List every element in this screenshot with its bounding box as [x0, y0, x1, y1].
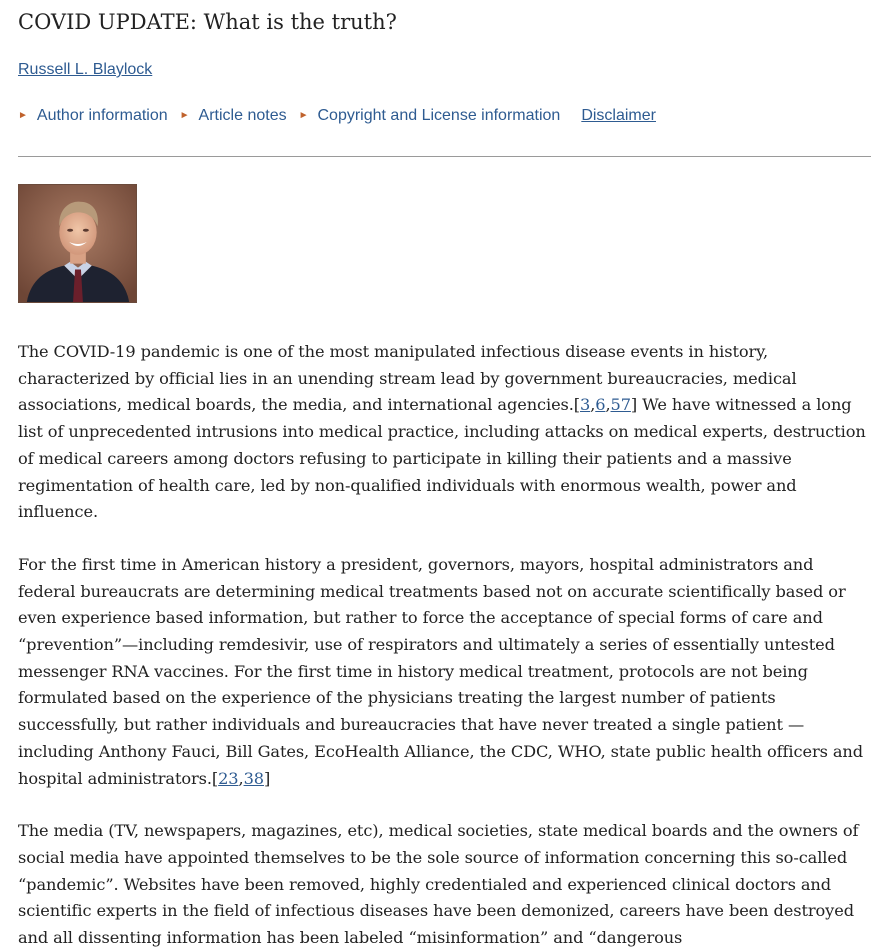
- paragraph-3: The media (TV, newspapers, magazines, etc), medical societies, state medical boards and the owners of social media have appointed themselves to be the sole source of information concerning this so-called “pandemic”. Websites have been removed, highly credentialed and experienced clinical doctors and scientific experts in the field of infectious diseases have been demonized, careers have been destroyed and all dissenting information has been labeled “misinformation” and “dangerous: [18, 821, 859, 948]
- article-title: COVID UPDATE: What is the truth?: [18, 10, 397, 34]
- triangle-right-icon: ►: [298, 110, 309, 121]
- reference-link[interactable]: 57: [610, 395, 631, 415]
- reference-link[interactable]: 6: [595, 395, 606, 415]
- article-meta-bar: [18, 106, 871, 126]
- paragraph-1: The COVID-19 pandemic is one of the most manipulated infectious disease events in history, characterized by official lies in an unending stream lead by government bureaucracies, medical associations, medical boards, the media, and international agencies.[3,6,57] We have witnessed a long list of unprecedented intrusions into medical practice, including attacks on medical experts, destruction of medical careers among doctors refusing to participate in killing their patients and a massive regimentation of health care, led by non-qualified individuals with enormous wealth, power and influence.: [18, 342, 866, 522]
- reference-link[interactable]: 38: [243, 768, 264, 788]
- author-link[interactable]: Russell L. Blaylock: [18, 61, 153, 78]
- disclaimer-link[interactable]: Disclaimer: [581, 107, 656, 124]
- paragraph-2: For the first time in American history a president, governors, mayors, hospital administrators and federal bureaucrats are determining medical treatments based not on accurate scientifically based or even experience based information, but rather to force the acceptance of special forms of care and “prevention”—including remdesivir, use of respirators and ultimately a series of essentially untested messenger RNA vaccines. For the first time in history medical treatment, protocols are not being formulated based on the experience of the physicians treating the largest number of patients successfully, but rather individuals and bureaucracies that have never treated a single patient —including Anthony Fauci, Bill Gates, EcoHealth Alliance, the CDC, WHO, state public health officers and hospital administrators.[23,38]: [18, 554, 863, 788]
- copyright-license-link[interactable]: Copyright and License information: [317, 107, 561, 124]
- header-divider: [18, 156, 871, 157]
- triangle-right-icon: ►: [179, 110, 190, 121]
- author-photo: [18, 184, 137, 303]
- reference-link[interactable]: 23: [218, 768, 239, 788]
- author-information-link[interactable]: Author information: [36, 107, 168, 124]
- author-line: [18, 60, 871, 80]
- reference-link[interactable]: 3: [580, 395, 591, 415]
- article-notes-link[interactable]: Article notes: [198, 107, 287, 124]
- triangle-right-icon: ►: [18, 110, 28, 121]
